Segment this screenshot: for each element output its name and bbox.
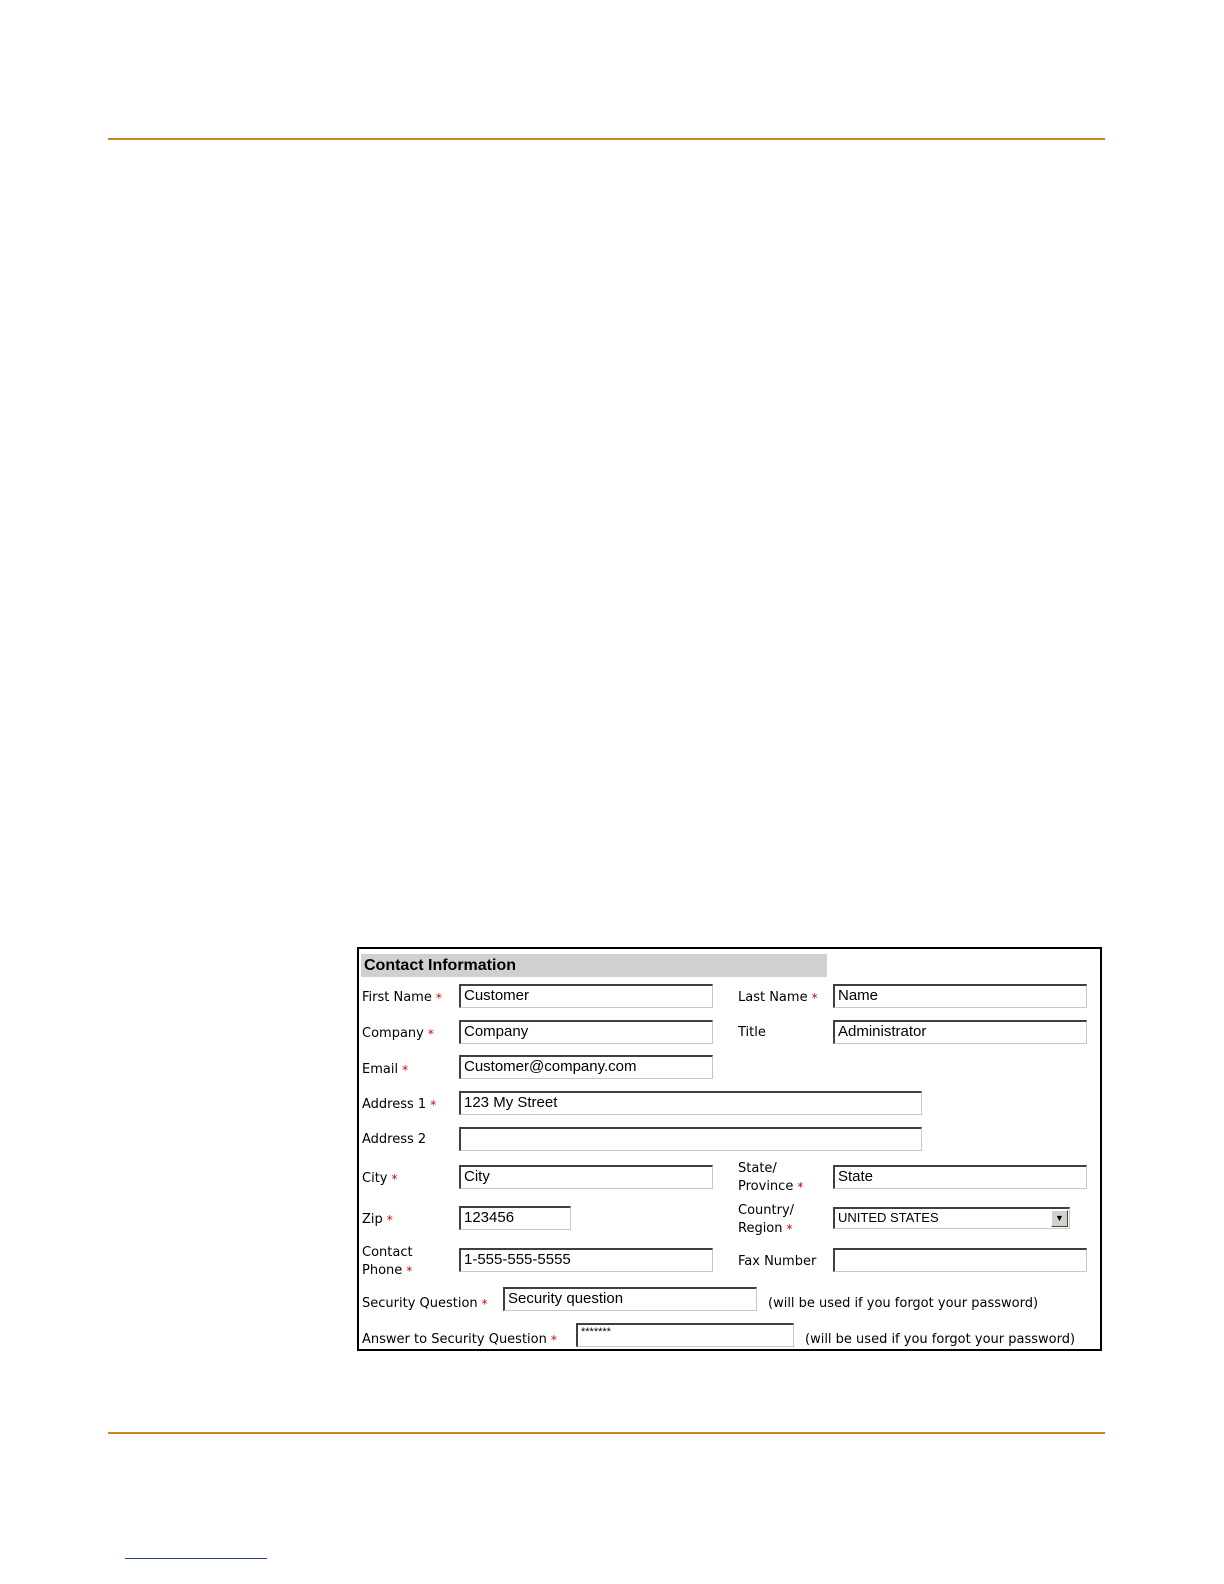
country-select[interactable] [833, 1207, 1070, 1229]
last-name-label: Last Name * [738, 990, 818, 1005]
address2-input[interactable] [459, 1127, 922, 1151]
footer-rule [108, 1432, 1105, 1434]
security-answer-hint: (will be used if you forgot your password) [805, 1332, 1076, 1347]
address1-input[interactable]: 123 My Street [459, 1091, 922, 1115]
security-question-label: Security Question * [362, 1296, 488, 1311]
fax-input[interactable] [833, 1248, 1087, 1272]
city-label: City * [362, 1171, 398, 1186]
company-label: Company * [362, 1026, 434, 1041]
required-marker: * [786, 1222, 793, 1236]
required-marker: * [430, 1098, 437, 1112]
security-answer-label: Answer to Security Question * [362, 1332, 557, 1347]
required-marker: * [427, 1027, 434, 1041]
phone-input[interactable]: 1-555-555-5555 [459, 1248, 713, 1272]
first-name-input[interactable]: Customer [459, 984, 713, 1008]
required-marker: * [811, 991, 818, 1005]
email-input[interactable]: Customer@company.com [459, 1055, 713, 1079]
required-marker: * [550, 1333, 557, 1347]
required-marker: * [435, 991, 442, 1005]
zip-input[interactable]: 123456 [459, 1206, 571, 1230]
state-label: State/ Province * [738, 1161, 804, 1194]
state-input[interactable]: State [833, 1165, 1087, 1189]
fax-label: Fax Number [738, 1254, 817, 1269]
contact-information-form [357, 947, 1102, 1351]
city-input[interactable]: City [459, 1165, 713, 1189]
chevron-down-icon[interactable]: ▼ [1051, 1210, 1068, 1227]
header-rule [108, 138, 1105, 140]
section-title: Contact Information [361, 954, 827, 977]
phone-label: Contact Phone * [362, 1245, 413, 1278]
email-label: Email * [362, 1062, 409, 1077]
title-label: Title [738, 1025, 766, 1040]
last-name-input[interactable]: Name [833, 984, 1087, 1008]
title-input[interactable]: Administrator [833, 1020, 1087, 1044]
required-marker: * [797, 1180, 804, 1194]
country-selected-value: UNITED STATES [838, 1210, 939, 1225]
footnote-separator [125, 1558, 267, 1559]
required-marker: * [402, 1063, 409, 1077]
required-marker: * [481, 1297, 488, 1311]
security-question-hint: (will be used if you forgot your password) [768, 1296, 1039, 1311]
address2-label: Address 2 [362, 1132, 427, 1147]
required-marker: * [386, 1213, 393, 1227]
security-answer-input[interactable]: ******* [576, 1323, 794, 1347]
zip-label: Zip * [362, 1212, 393, 1227]
country-label: Country/ Region * [738, 1203, 795, 1236]
required-marker: * [406, 1264, 413, 1278]
required-marker: * [391, 1172, 398, 1186]
first-name-label: First Name * [362, 990, 442, 1005]
address1-label: Address 1 * [362, 1097, 437, 1112]
security-question-input[interactable]: Security question [503, 1287, 757, 1311]
company-input[interactable]: Company [459, 1020, 713, 1044]
